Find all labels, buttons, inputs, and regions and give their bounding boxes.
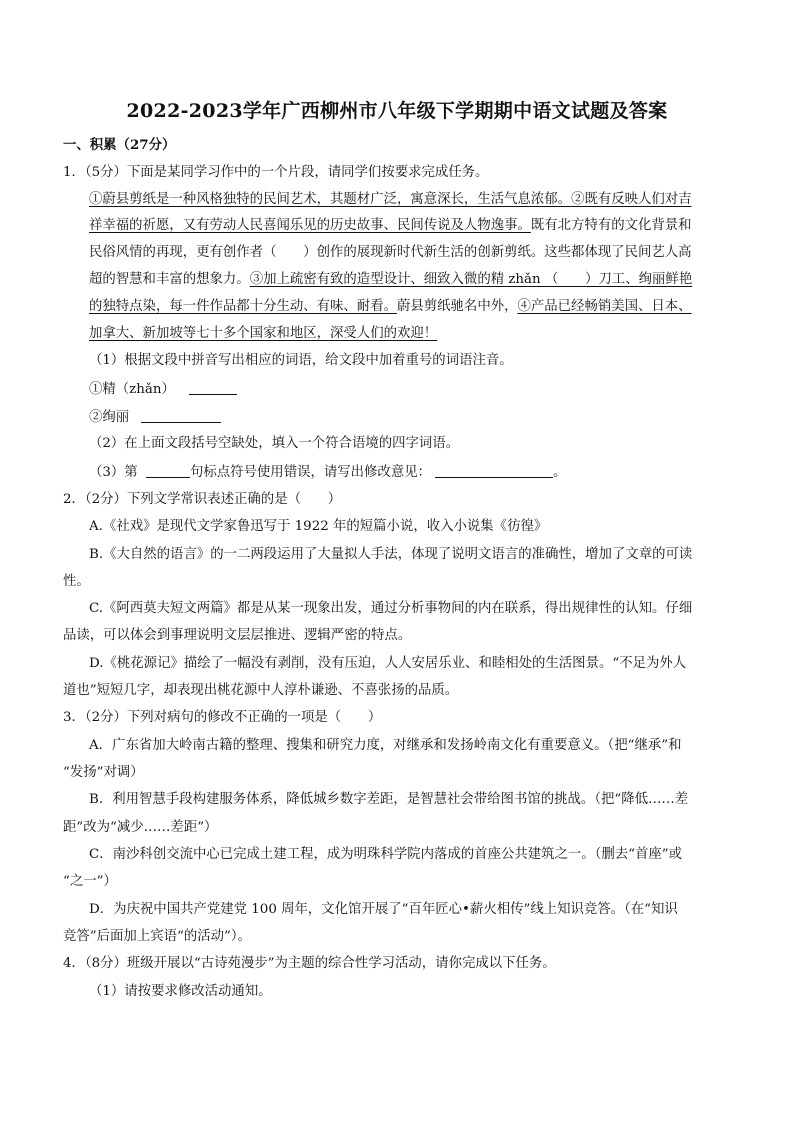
q1-passage-line-4: [89, 271, 692, 289]
q1-sub-question-3: [89, 463, 566, 482]
underlined-sentence-2-start: ②既有反映人们对吉: [571, 192, 692, 207]
question-4-stem: 4．（8分）班级开展以“古诗苑漫步”为主题的综合性学习活动，请你完成以下任务。: [63, 956, 556, 971]
sub-1b-label: ②绚丽: [89, 410, 130, 425]
sub-3-suffix: 。: [553, 465, 567, 480]
q3-option-c-line-2: “之一”）: [63, 874, 117, 889]
q3-option-c-line-1: C．南沙科创交流中心已完成土建工程，成为明珠科学院内落成的首座公共建筑之一。（删去“首座”或: [89, 847, 683, 862]
sub-3-prefix: （3）第: [89, 465, 138, 480]
q1-passage-line-5: [89, 298, 692, 316]
plain-sentence: 既有北方特有的文化背景和: [530, 218, 692, 233]
q2-option-b-line-1: B.《大自然的语言》的一二两段运用了大量拟人手法，体现了说明文语言的准确性，增加了文章的可读: [89, 547, 693, 562]
q2-option-b-line-2: 性。: [63, 574, 90, 589]
q1-passage-line-6: [89, 325, 437, 343]
q1-sub-1a: [89, 380, 237, 399]
q1-sub-1b: [89, 408, 221, 427]
q1-passage-line-1: [89, 191, 692, 209]
q3-option-b-line-2: 距”改为“减少……差距”）: [63, 820, 218, 835]
q2-option-a: A.《社戏》是现代文学家鲁迅写于 1922 年的短篇小说，收入小说集《彷徨》: [89, 519, 548, 534]
q2-option-c-line-2: 品读，可以体会到事理说明文层层推进、逻辑严密的特点。: [63, 628, 412, 643]
q3-option-a-line-1: A．广东省加大岭南古籍的整理、搜集和研究力度，对继承和发扬岭南文化有重要意义。（把“继承”和: [89, 738, 682, 753]
section-heading: 一、积累（27分）: [63, 137, 176, 153]
question-2-stem: 2．（2分）下列文学常识表述正确的是（ ）: [63, 492, 342, 507]
answer-blank-4[interactable]: [435, 463, 553, 478]
underlined-sentence-4: ④产品已经畅销美国、日本、: [517, 299, 692, 314]
underlined-sentence-3: ③加上疏密有致的造型设计、细致入微的精 zhǎn （ ）刀工、绚丽鲜艳: [249, 272, 693, 287]
page-title: 2022-2023学年广西柳州市八年级下学期期中语文试题及答案: [126, 100, 668, 122]
q1-sub-question-2: （2）在上面文段括号空缺处，填入一个符合语境的四字词语。: [89, 436, 460, 451]
q1-passage-line-2: [89, 217, 692, 235]
underlined-sentence-2-end: 祥幸福的祈愿，又有劳动人民喜闻乐见的历史故事、民间传说及人物逸事。: [89, 218, 531, 233]
underlined-sentence-3-end: 的独特点染，每一件作品都十分生动、有味、耐看。: [89, 299, 397, 314]
q4-sub-question-1: （1）请按要求修改活动通知。: [89, 984, 272, 999]
q2-option-d-line-2: 道也”短短几字，却表现出桃花源中人淳朴谦逊、不喜张扬的品质。: [63, 683, 459, 698]
q3-option-d-line-1: D．为庆祝中国共产党建党 100 周年，文化馆开展了“百年匠心•薪火相传”线上知识竞答。（在“知识: [89, 902, 678, 917]
sub-1a-label: ①精（zhǎn）: [89, 382, 175, 397]
sub-3-middle: 句标点符号使用错误，请写出修改意见：: [189, 465, 431, 480]
q2-option-d-line-1: D.《桃花源记》描绘了一幅没有剥削，没有压迫，人人安居乐业、和睦相处的生活图景。“不足为外人: [89, 656, 687, 671]
q1-passage-line-3: 民俗风情的再现，更有创作者（ ）创作的展现新时代新生活的创新剪纸。这些都体现了民间艺人高: [89, 245, 692, 260]
underlined-sentence-4-end: 加拿大、新加坡等七十多个国家和地区，深受人们的欢迎！: [89, 326, 438, 341]
answer-blank-1[interactable]: [189, 380, 237, 395]
answer-blank-2[interactable]: [141, 408, 221, 423]
q3-option-a-line-2: “发扬”对调）: [63, 765, 144, 780]
q3-option-b-line-1: B．利用智慧手段构建服务体系，降低城乡数字差距，是智慧社会带给图书馆的挑战。（把“降低……差: [89, 792, 689, 807]
q2-option-c-line-1: C.《阿西莫夫短文两篇》都是从某一现象出发，通过分析事物间的内在联系，得出规律性的认知。仔细: [89, 601, 693, 616]
plain-sentence: 蔚县剪纸驰名中外，: [396, 299, 518, 314]
question-3-stem: 3．（2分）下列对病句的修改不正确的一项是（ ）: [63, 710, 382, 725]
q1-sub-question-1: （1）根据文段中拼音写出相应的词语，给文段中加着重号的词语注音。: [89, 353, 513, 368]
question-1-stem: 1．（5分）下面是某同学习作中的一个片段，请同学们按要求完成任务。: [63, 165, 489, 180]
plain-sentence: 超的智慧和丰富的想象力。: [89, 272, 250, 287]
underlined-sentence-1: ①蔚县剪纸是一种风格独特的民间艺术，其题材广泛，寓意深长，生活气息浓郁。: [89, 192, 572, 207]
q3-option-d-line-2: 竞答”后面加上宾语“的活动”）。: [63, 929, 251, 944]
answer-blank-3[interactable]: [146, 463, 190, 478]
